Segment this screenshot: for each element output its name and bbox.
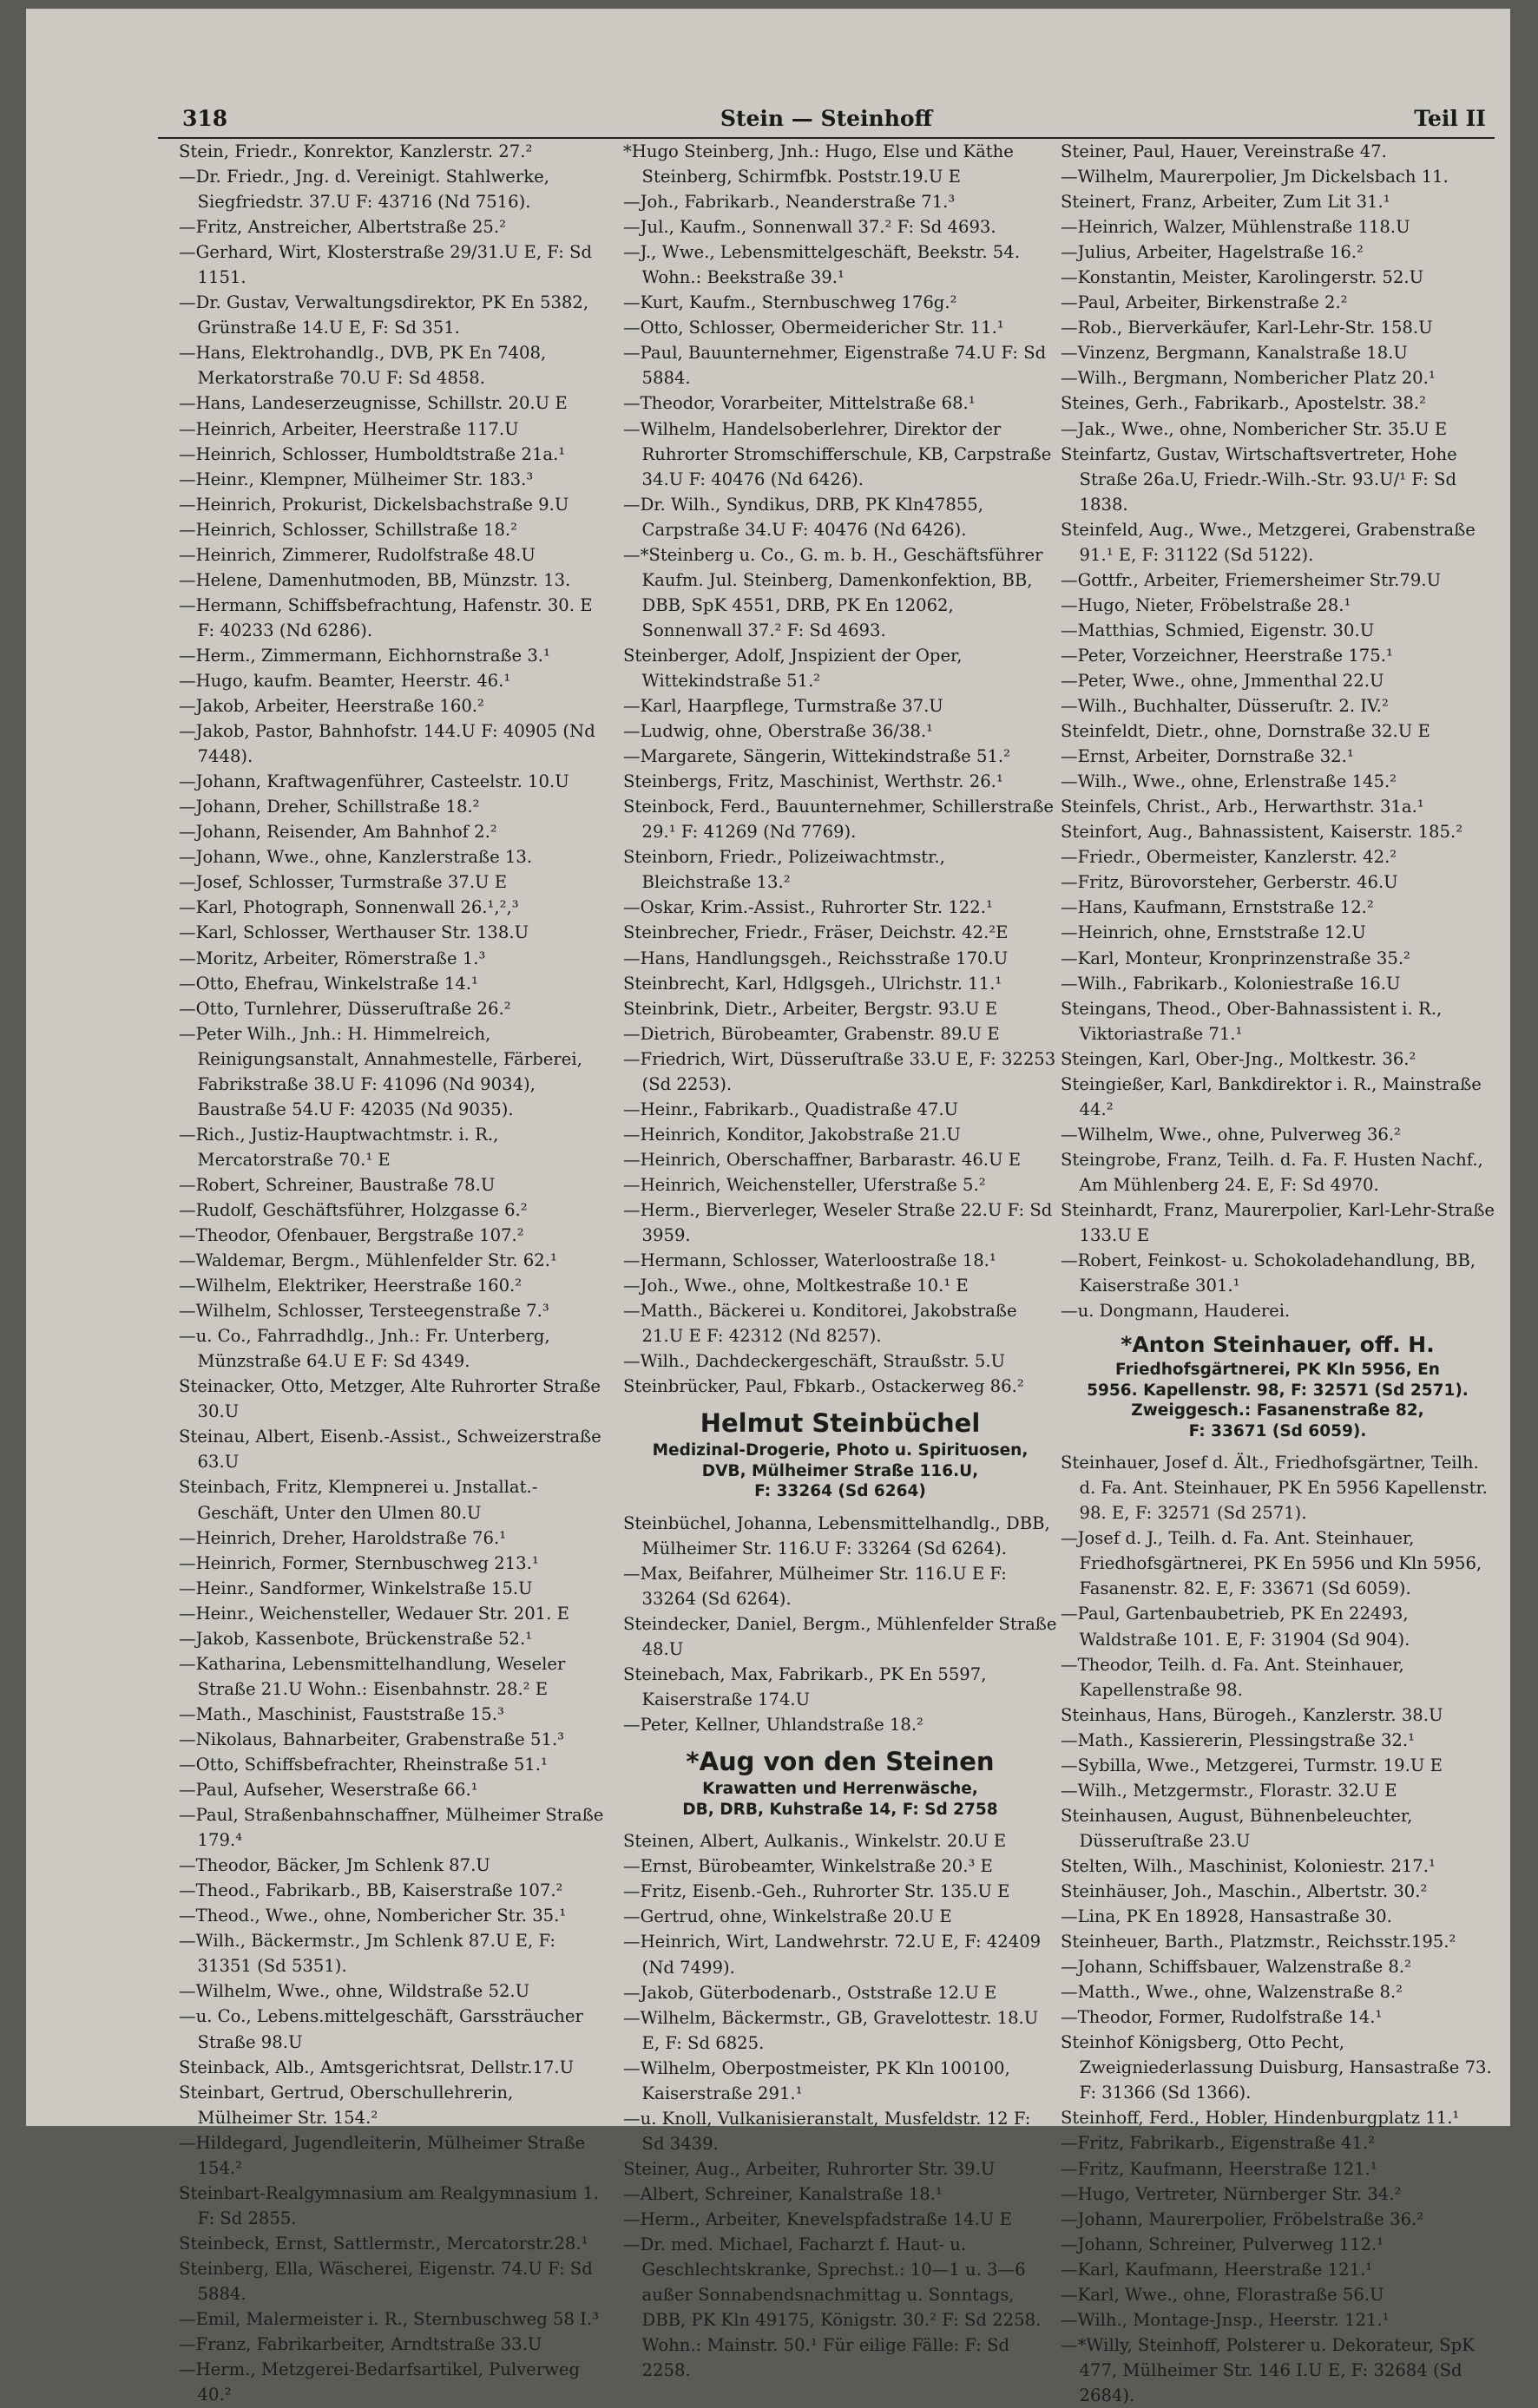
directory-entry: —Heinrich, Former, Sternbuschweg 213.¹ bbox=[179, 1552, 539, 1573]
directory-entry: —Joh., Wwe., ohne, Moltkestraße 10.¹ E bbox=[623, 1276, 969, 1296]
directory-entry: —Wilh., Wwe., ohne, Erlenstraße 145.² bbox=[1061, 771, 1397, 792]
directory-entry: —Moritz, Arbeiter, Römerstraße 1.³ bbox=[179, 948, 486, 968]
directory-entry: Steinberg, Ella, Wäscherei, Eigenstr. 74.U F: Sd 5884. bbox=[179, 2258, 593, 2304]
directory-entry: —Peter, Vorzeichner, Heerstraße 175.¹ bbox=[1061, 645, 1393, 666]
directory-entry: —u. Dongmann, Hauderei. bbox=[1061, 1301, 1291, 1322]
directory-entry: —Ernst, Bürobeamter, Winkelstraße 20.³ E bbox=[623, 1856, 993, 1877]
directory-entry: Steinfartz, Gustav, Wirtschaftsvertreter, Hohe Straße 26a.U, Friedr.-Wilh.-Str. 93.U/¹ F: Sd 1838. bbox=[1061, 443, 1457, 515]
directory-entry: —Heinrich, Walzer, Mühlenstraße 118.U bbox=[1061, 217, 1410, 238]
directory-entry: —Paul, Bauunternehmer, Eigenstraße 74.U F: Sd 5884. bbox=[623, 343, 1047, 389]
directory-entry: —Peter, Wwe., ohne, Jmmenthal 22.U bbox=[1061, 670, 1384, 691]
directory-entry: —Johann, Schreiner, Pulverweg 112.¹ bbox=[1061, 2234, 1384, 2254]
directory-entry: Steingans, Theod., Ober-Bahnassistent i. R., Viktoriastraße 71.¹ bbox=[1061, 998, 1443, 1044]
directory-entry: —Heinrich, Schlosser, Humboldtstraße 21a.¹ bbox=[179, 443, 566, 464]
directory-entry: —Franz, Fabrikarbeiter, Arndtstraße 33.U bbox=[179, 2334, 542, 2355]
directory-entry: —Hildegard, Jugendleiterin, Mülheimer Straße 154.² bbox=[179, 2132, 586, 2178]
ad-line: DVB, Mülheimer Straße 116.U, bbox=[701, 1461, 979, 1480]
directory-entry: Steinbrink, Dietr., Arbeiter, Bergstr. 93.U E bbox=[623, 998, 998, 1019]
directory-entry: —Hans, Elektrohandlg., DVB, PK En 7408, Merkatorstraße 70.U F: Sd 4858. bbox=[179, 343, 547, 389]
ad-name: Helmut Steinbüchel bbox=[700, 1408, 981, 1439]
directory-entry: —Joh., Fabrikarb., Neanderstraße 71.³ bbox=[623, 192, 956, 213]
directory-entry: Steinhoff, Ferd., Hobler, Hindenburgplatz 11.¹ bbox=[1061, 2108, 1460, 2129]
directory-entry: Steiner, Aug., Arbeiter, Ruhrorter Str. 39.U bbox=[623, 2158, 996, 2179]
directory-entry: —Karl, Haarpflege, Turmstraße 37.U bbox=[623, 696, 943, 717]
column-2-entries-c bbox=[623, 1828, 1057, 2383]
directory-entry: —*Steinberg u. Co., G. m. b. H., Geschäftsführer Kaufm. Jul. Steinberg, Damenkonfektion, BB, DBB, SpK 4551, DRB, PK En 12062, Sonnenwall 37.² F: Sd 4693. bbox=[623, 544, 1043, 640]
directory-entry: —Matthias, Schmied, Eigenstr. 30.U bbox=[1061, 620, 1375, 640]
directory-entry: —Math., Maschinist, Fauststraße 15.³ bbox=[179, 1703, 504, 1724]
directory-entry: —Johann, Wwe., ohne, Kanzlerstraße 13. bbox=[179, 847, 533, 868]
directory-entry: —Fritz, Kaufmann, Heerstraße 121.¹ bbox=[1061, 2158, 1377, 2179]
directory-entry: —Wilh., Fabrikarb., Koloniestraße 16.U bbox=[1061, 973, 1401, 994]
directory-entry: —Peter Wilh., Jnh.: H. Himmelreich, Reinigungsanstalt, Annahmestelle, Färberei, Fabrikstraße 38.U F: 41096 (Nd 9034), Baustraße 54.U F: 42035 (Nd 9035). bbox=[179, 1023, 582, 1119]
directory-entry: —Hermann, Schlosser, Waterloostraße 18.¹ bbox=[623, 1250, 996, 1271]
directory-entry: —Heinrich, Konditor, Jakobstraße 21.U bbox=[623, 1124, 961, 1145]
directory-entry: —Heinrich, Schlosser, Schillstraße 18.² bbox=[179, 519, 518, 540]
directory-entry: Steinhof Königsberg, Otto Pecht, Zweigniederlassung Duisburg, Hansastraße 73. F: 31366 (Sd 1366). bbox=[1061, 2032, 1492, 2103]
directory-entry: —Wilhelm, Maurerpolier, Jm Dickelsbach 11. bbox=[1061, 167, 1449, 187]
ad-line: F: 33264 (Sd 6264) bbox=[754, 1482, 926, 1501]
directory-entry: —Theodor, Ofenbauer, Bergstraße 107.² bbox=[179, 1225, 524, 1246]
directory-entry: —Paul, Straßenbahnschaffner, Mülheimer Straße 179.⁴ bbox=[179, 1805, 604, 1851]
directory-entry: —Wilhelm, Handelsoberlehrer, Direktor der Ruhrorter Stromschifferschule, KB, Carpstraße 34.U F: 40476 (Nd 6426). bbox=[623, 418, 1052, 489]
directory-entry: —Theod., Wwe., ohne, Nombericher Str. 35.¹ bbox=[179, 1906, 567, 1926]
directory-entry: —Gerhard, Wirt, Klosterstraße 29/31.U E, F: Sd 1151. bbox=[179, 242, 592, 288]
directory-entry: —Waldemar, Bergm., Mühlenfelder Str. 62.¹ bbox=[179, 1250, 557, 1271]
directory-entry: —Gertrud, ohne, Winkelstraße 20.U E bbox=[623, 1906, 952, 1927]
directory-entry: —Johann, Maurerpolier, Fröbelstraße 36.² bbox=[1061, 2208, 1424, 2229]
directory-entry: —Josef, Schlosser, Turmstraße 37.U E bbox=[179, 872, 508, 893]
directory-entry: Steinbart-Realgymnasium am Realgymnasium 1. F: Sd 2855. bbox=[179, 2182, 600, 2228]
directory-entry: Steinen, Albert, Aulkanis., Winkelstr. 20.U E bbox=[623, 1831, 1007, 1852]
ad-name: *Anton Steinhauer, off. H. bbox=[1121, 1332, 1435, 1358]
directory-entry: —Jakob, Pastor, Bahnhofstr. 144.U F: 40905 (Nd 7448). bbox=[179, 721, 595, 767]
directory-entry: —Theodor, Former, Rudolfstraße 14.¹ bbox=[1061, 2007, 1383, 2028]
directory-entry: —Wilhelm, Bäckermstr., GB, Gravelottestr. 18.U E, F: Sd 6825. bbox=[623, 2007, 1039, 2053]
directory-entry: —Hans, Handlungsgeh., Reichsstraße 170.U bbox=[623, 948, 1009, 968]
directory-entry: —Theodor, Teilh. d. Fa. Ant. Steinhauer, Kapellenstraße 98. bbox=[1061, 1654, 1404, 1700]
ad-line: Krawatten und Herrenwäsche, bbox=[702, 1780, 978, 1799]
directory-entry: —Robert, Feinkost- u. Schokoladehandlung, BB, Kaiserstraße 301.¹ bbox=[1061, 1250, 1476, 1296]
directory-entry: —Wilh., Bäckermstr., Jm Schlenk 87.U E, F: 31351 (Sd 5351). bbox=[179, 1931, 555, 1977]
directory-entry: —Rudolf, Geschäftsführer, Holzgasse 6.² bbox=[179, 1199, 528, 1220]
directory-entry: —Theodor, Vorarbeiter, Mittelstraße 68.¹ bbox=[623, 393, 976, 414]
directory-entry: —Friedr., Obermeister, Kanzlerstr. 42.² bbox=[1061, 847, 1397, 868]
directory-entry: —Wilhelm, Wwe., ohne, Pulverweg 36.² bbox=[1061, 1124, 1401, 1145]
directory-entry: Steinberger, Adolf, Jnspizient der Oper, Wittekindstraße 51.² bbox=[623, 645, 963, 691]
directory-entry: Steinbach, Fritz, Klempnerei u. Jnstallat.-Geschäft, Unter den Ulmen 80.U bbox=[179, 1477, 538, 1523]
advertisement-steinbuechel bbox=[623, 1406, 1057, 1502]
directory-entry: —Lina, PK En 18928, Hansastraße 30. bbox=[1061, 1906, 1392, 1927]
directory-entry: —Herm., Arbeiter, Knevelspfadstraße 14.U E bbox=[623, 2208, 1012, 2229]
directory-entry: Steinback, Alb., Amtsgerichtsrat, Dellstr.17.U bbox=[179, 2057, 575, 2077]
directory-entry: —Gottfr., Arbeiter, Friemersheimer Str.79.U bbox=[1061, 569, 1442, 590]
directory-entry: —Heinr., Fabrikarb., Quadistraße 47.U bbox=[623, 1099, 959, 1119]
part-label: Teil II bbox=[1414, 106, 1486, 131]
directory-entry: —Max, Beifahrer, Mülheimer Str. 116.U E F: 33264 (Sd 6264). bbox=[623, 1563, 1007, 1609]
directory-entry: —J., Wwe., Lebensmittelgeschäft, Beekstr. 54. Wohn.: Beekstraße 39.¹ bbox=[623, 242, 1020, 288]
ad-line: DB, DRB, Kuhstraße 14, F: Sd 2758 bbox=[682, 1800, 998, 1819]
column-3 bbox=[1061, 139, 1495, 2405]
directory-entry: Steinhauer, Josef d. Ält., Friedhofsgärtner, Teilh. d. Fa. Ant. Steinhauer, PK En 5956 Kapellenstr. 98. E, F: 32571 (Sd 2571). bbox=[1061, 1453, 1488, 1524]
directory-entry: —Emil, Malermeister i. R., Sternbuschweg 58 I.³ bbox=[179, 2309, 599, 2330]
directory-entry: Steiner, Paul, Hauer, Vereinstraße 47. bbox=[1061, 141, 1387, 161]
directory-entry: —Oskar, Krim.-Assist., Ruhrorter Str. 122.¹ bbox=[623, 897, 993, 918]
ad-name: *Aug von den Steinen bbox=[686, 1747, 995, 1777]
directory-entry: —Heinrich, Arbeiter, Heerstraße 117.U bbox=[179, 418, 519, 439]
directory-entry: —Dr. Wilh., Syndikus, DRB, PK Kln47855, Carpstraße 34.U F: 40476 (Nd 6426). bbox=[623, 494, 983, 540]
directory-entry: —Jakob, Güterbodenarb., Oststraße 12.U E bbox=[623, 1982, 997, 2003]
directory-entry: —Heinr., Klempner, Mülheimer Str. 183.³ bbox=[179, 469, 534, 489]
directory-entry: —Otto, Ehefrau, Winkelstraße 14.¹ bbox=[179, 973, 478, 994]
directory-entry: Steinebach, Max, Fabrikarb., PK En 5597, Kaiserstraße 174.U bbox=[623, 1664, 987, 1710]
directory-entry: —Jul., Kaufm., Sonnenwall 37.² F: Sd 4693. bbox=[623, 217, 996, 238]
directory-entry: —Wilh., Bergmann, Nombericher Platz 20.¹ bbox=[1061, 368, 1436, 389]
directory-entry: Steinfeld, Aug., Wwe., Metzgerei, Grabenstraße 91.¹ E, F: 31122 (Sd 5122). bbox=[1061, 519, 1476, 565]
directory-entry: —Vinzenz, Bergmann, Kanalstraße 18.U bbox=[1061, 343, 1408, 364]
directory-entry: —Josef d. J., Teilh. d. Fa. Ant. Steinhauer, Friedhofsgärtnerei, PK En 5956 und Kln 5956, Fasanenstr. 82. E, F: 33671 (Sd 6059). bbox=[1061, 1528, 1482, 1599]
ad-line: Friedhofsgärtnerei, PK Kln 5956, En bbox=[1115, 1361, 1440, 1380]
directory-entry: —u. Knoll, Vulkanisieranstalt, Musfeldstr. 12 F: Sd 3439. bbox=[623, 2108, 1031, 2154]
directory-entry: —Paul, Aufseher, Weserstraße 66.¹ bbox=[179, 1780, 478, 1801]
ad-line: Medizinal-Drogerie, Photo u. Spirituosen, bbox=[652, 1441, 1029, 1460]
directory-entry: Stelten, Wilh., Maschinist, Koloniestr. 217.¹ bbox=[1061, 1855, 1436, 1876]
directory-entry: —Heinr., Sandformer, Winkelstraße 15.U bbox=[179, 1578, 533, 1598]
directory-entry: —Fritz, Fabrikarb., Eigenstraße 41.² bbox=[1061, 2133, 1375, 2154]
directory-entry: Steinheuer, Barth., Platzmstr., Reichsstr.195.² bbox=[1061, 1932, 1456, 1952]
directory-entry: —Otto, Schlosser, Obermeidericher Str. 11.¹ bbox=[623, 318, 1004, 338]
directory-entry: —Wilh., Buchhalter, Düsseruſtr. 2. IV.² bbox=[1061, 696, 1389, 717]
directory-entry: Steingießer, Karl, Bankdirektor i. R., Mainstraße 44.² bbox=[1061, 1073, 1482, 1119]
directory-entry: —Theod., Fabrikarb., BB, Kaiserstraße 107.² bbox=[179, 1880, 563, 1901]
directory-entry: —Heinrich, Zimmerer, Rudolfstraße 48.U bbox=[179, 544, 536, 565]
directory-page bbox=[26, 9, 1510, 2405]
directory-entry: —Heinrich, Dreher, Haroldstraße 76.¹ bbox=[179, 1527, 507, 1548]
directory-entry: —Helene, Damenhutmoden, BB, Münzstr. 13. bbox=[179, 569, 571, 590]
directory-entry: —Wilh., Montage-Jnsp., Heerstr. 121.¹ bbox=[1061, 2309, 1390, 2330]
advertisement-steinhauer bbox=[1061, 1330, 1495, 1441]
directory-entry: —Hugo, kaufm. Beamter, Heerstr. 46.¹ bbox=[179, 670, 511, 691]
directory-entry: Steinbüchel, Johanna, Lebensmittelhandlg., DBB, Mülheimer Str. 116.U F: 33264 (Sd 6264). bbox=[623, 1512, 1050, 1558]
directory-entry: —Otto, Turnlehrer, Düsseruſtraße 26.² bbox=[179, 998, 511, 1019]
directory-entry: Steinhausen, August, Bühnenbeleuchter, Düsseruſtraße 23.U bbox=[1061, 1805, 1413, 1851]
directory-entry: Steinert, Franz, Arbeiter, Zum Lit 31.¹ bbox=[1061, 192, 1390, 213]
directory-entry: —Friedrich, Wirt, Düsseruſtraße 33.U E, F: 32253 (Sd 2253). bbox=[623, 1048, 1056, 1094]
directory-entry: Steinfels, Christ., Arb., Herwarthstr. 31a.¹ bbox=[1061, 797, 1424, 817]
directory-entry: —Johann, Reisender, Am Bahnhof 2.² bbox=[179, 822, 497, 843]
directory-entry: Steines, Gerh., Fabrikarb., Apostelstr. 38.² bbox=[1061, 393, 1426, 414]
directory-entry: Steinhardt, Franz, Maurerpolier, Karl-Lehr-Straße 133.U E bbox=[1061, 1199, 1495, 1246]
directory-entry: Steinbrecher, Friedr., Fräser, Deichstr. 42.²E bbox=[623, 922, 1009, 943]
directory-entry: —Heinrich, ohne, Ernststraße 12.U bbox=[1061, 922, 1366, 943]
column-1-entries bbox=[179, 139, 613, 2407]
directory-entry: Steinfeldt, Dietr., ohne, Dornstraße 32.U E bbox=[1061, 721, 1430, 742]
directory-entry: —Wilhelm, Elektriker, Heerstraße 160.² bbox=[179, 1276, 523, 1296]
directory-entry: —Herm., Bierverleger, Weseler Straße 22.U F: Sd 3959. bbox=[623, 1199, 1053, 1246]
directory-entry: —Wilh., Dachdeckergeschäft, Straußstr. 5.U bbox=[623, 1351, 1006, 1372]
ad-line: F: 33671 (Sd 6059). bbox=[1188, 1421, 1367, 1440]
directory-entry: Steinbock, Ferd., Bauunternehmer, Schillerstraße 29.¹ F: 41269 (Nd 7769). bbox=[623, 797, 1055, 843]
directory-entry: —Wilh., Metzgermstr., Florastr. 32.U E bbox=[1061, 1780, 1397, 1801]
directory-entry: —Ernst, Arbeiter, Dornstraße 32.¹ bbox=[1061, 746, 1354, 767]
directory-entry: —Wilhelm, Oberpostmeister, PK Kln 100100, Kaiserstraße 291.¹ bbox=[623, 2057, 1010, 2103]
directory-entry: —Rich., Justiz-Hauptwachtmstr. i. R., Mercatorstraße 70.¹ E bbox=[179, 1124, 499, 1170]
directory-entry: —Herm., Metzgerei-Bedarfsartikel, Pulverweg 40.² bbox=[179, 2359, 581, 2405]
directory-entry: —Robert, Schreiner, Baustraße 78.U bbox=[179, 1174, 496, 1195]
directory-entry: Steinbrecht, Karl, Hdlgsgeh., Ulrichstr. 11.¹ bbox=[623, 973, 1002, 994]
directory-entry: —Dr. Gustav, Verwaltungsdirektor, PK En 5382, Grünstraße 14.U E, F: Sd 351. bbox=[179, 292, 589, 338]
directory-entry: Steinfort, Aug., Bahnassistent, Kaiserstr. 185.² bbox=[1061, 822, 1463, 843]
directory-entry: —Herm., Zimmermann, Eichhornstraße 3.¹ bbox=[179, 645, 550, 666]
directory-entry: —Otto, Schiffsbefrachter, Rheinstraße 51.¹ bbox=[179, 1755, 548, 1775]
directory-entry: —Konstantin, Meister, Karolingerstr. 52.U bbox=[1061, 267, 1424, 288]
directory-entry: —Dr. Friedr., Jng. d. Vereinigt. Stahlwerke, Siegfriedstr. 37.U F: 43716 (Nd 7516). bbox=[179, 167, 549, 213]
directory-entry: —Paul, Gartenbaubetrieb, PK En 22493, Waldstraße 101. E, F: 31904 (Sd 904). bbox=[1061, 1604, 1410, 1650]
directory-entry: —Peter, Kellner, Uhlandstraße 18.² bbox=[623, 1715, 923, 1735]
directory-entry: —Heinrich, Weichensteller, Uferstraße 5.² bbox=[623, 1174, 986, 1195]
directory-entry: —Sybilla, Wwe., Metzgerei, Turmstr. 19.U E bbox=[1061, 1755, 1443, 1775]
directory-entry: —Fritz, Eisenb.-Geh., Ruhrorter Str. 135.U E bbox=[623, 1881, 1010, 1902]
column-3-entries-a bbox=[1061, 139, 1495, 1323]
directory-entry: Stein, Friedr., Konrektor, Kanzlerstr. 27.² bbox=[179, 141, 533, 161]
column-3-entries-b bbox=[1061, 1450, 1495, 2408]
directory-entry: —Wilhelm, Wwe., ohne, Wildstraße 52.U bbox=[179, 1981, 530, 2002]
directory-entry: —Fritz, Bürovorsteher, Gerberstr. 46.U bbox=[1061, 872, 1398, 893]
directory-entry: —Karl, Kaufmann, Heerstraße 121.¹ bbox=[1061, 2259, 1373, 2280]
directory-entry: —Hans, Landeserzeugnisse, Schillstr. 20.U E bbox=[179, 393, 568, 414]
page-title: Stein — Steinhoff bbox=[720, 106, 933, 131]
directory-entry: Steinau, Albert, Eisenb.-Assist., Schweizerstraße 63.U bbox=[179, 1427, 601, 1473]
page-header bbox=[158, 102, 1495, 139]
directory-entry: —Hermann, Schiffsbefrachtung, Hafenstr. 30. E F: 40233 (Nd 6286). bbox=[179, 594, 593, 640]
directory-entry: —Heinr., Weichensteller, Wedauer Str. 201. E bbox=[179, 1603, 569, 1624]
directory-entry: —Jakob, Kassenbote, Brückenstraße 52.¹ bbox=[179, 1628, 533, 1649]
directory-entry: —Ludwig, ohne, Oberstraße 36/38.¹ bbox=[623, 721, 933, 742]
directory-entry: —Rob., Bierverkäufer, Karl-Lehr-Str. 158.U bbox=[1061, 318, 1433, 338]
directory-entry: —Nikolaus, Bahnarbeiter, Grabenstraße 51.³ bbox=[179, 1729, 565, 1749]
directory-entry: Steinborn, Friedr., Polizeiwachtmstr., Bleichstraße 13.² bbox=[623, 847, 945, 893]
directory-entry: *Hugo Steinberg, Jnh.: Hugo, Else und Käthe Steinberg, Schirmfbk. Poststr.19.U E bbox=[623, 141, 1014, 187]
column-1 bbox=[179, 139, 613, 2405]
directory-entry: —Jakob, Arbeiter, Heerstraße 160.² bbox=[179, 696, 484, 717]
directory-entry: —Johann, Schiffsbauer, Walzenstraße 8.² bbox=[1061, 1957, 1411, 1978]
directory-entry: Steinbrücker, Paul, Fbkarb., Ostackerweg 86.² bbox=[623, 1376, 1024, 1397]
directory-entry: —Heinrich, Oberschaffner, Barbarastr. 46.U E bbox=[623, 1149, 1022, 1170]
directory-entry: —u. Co., Lebens.mittelgeschäft, Garssträucher Straße 98.U bbox=[179, 2006, 583, 2052]
directory-entry: Steinhäuser, Joh., Maschin., Albertstr. 30.² bbox=[1061, 1881, 1428, 1901]
directory-entry: —Hugo, Nieter, Fröbelstraße 28.¹ bbox=[1061, 594, 1351, 615]
directory-entry: Steinhaus, Hans, Bürogeh., Kanzlerstr. 38.U bbox=[1061, 1704, 1443, 1725]
directory-entry: —Math., Kassiererin, Plessingstraße 32.¹ bbox=[1061, 1729, 1415, 1750]
ad-line: 5956. Kapellenstr. 98, F: 32571 (Sd 2571). bbox=[1087, 1381, 1469, 1400]
directory-entry: —Fritz, Anstreicher, Albertstraße 25.² bbox=[179, 217, 506, 238]
directory-entry: —Johann, Kraftwagenführer, Casteelstr. 10.U bbox=[179, 771, 569, 792]
column-2-entries-a bbox=[623, 139, 1057, 1399]
directory-entry: —Wilhelm, Schlosser, Tersteegenstraße 7.³ bbox=[179, 1301, 549, 1322]
column-2 bbox=[623, 139, 1057, 2381]
directory-entry: —Karl, Photograph, Sonnenwall 26.¹,²,³ bbox=[179, 897, 519, 918]
directory-entry: —Matth., Wwe., ohne, Walzenstraße 8.² bbox=[1061, 1982, 1403, 2003]
directory-entry: —Theodor, Bäcker, Jm Schlenk 87.U bbox=[179, 1855, 490, 1876]
directory-entry: —Julius, Arbeiter, Hagelstraße 16.² bbox=[1061, 242, 1364, 263]
directory-entry: —Johann, Dreher, Schillstraße 18.² bbox=[179, 797, 480, 817]
directory-entry: —Katharina, Lebensmittelhandlung, Weseler Straße 21.U Wohn.: Eisenbahnstr. 28.² E bbox=[179, 1653, 566, 1699]
directory-entry: —Hugo, Vertreter, Nürnberger Str. 34.² bbox=[1061, 2183, 1402, 2204]
directory-entry: —Karl, Monteur, Kronprinzenstraße 35.² bbox=[1061, 948, 1410, 968]
directory-entry: —u. Co., Fahrradhdlg., Jnh.: Fr. Unterberg, Münzstraße 64.U E F: Sd 4349. bbox=[179, 1326, 550, 1372]
directory-entry: —Kurt, Kaufm., Sternbuschweg 176g.² bbox=[623, 292, 957, 313]
directory-entry: Steinbeck, Ernst, Sattlermstr., Mercatorstr.28.¹ bbox=[179, 2233, 588, 2254]
directory-entry: —Margarete, Sängerin, Wittekindstraße 51.² bbox=[623, 746, 1010, 767]
directory-entry: —Dr. med. Michael, Facharzt f. Haut- u. Geschlechtskranke, Sprechst.: 10—1 u. 3—6 außer Sonnabendsnachmittag u. Sonntags, DBB, PK Kln 49175, Königstr. 30.² F: Sd 2258. Wohn.: Mainstr. 50.¹ Für eilige Fälle: F: Sd 2258. bbox=[623, 2234, 1042, 2381]
directory-entry: Steingen, Karl, Ober-Jng., Moltkestr. 36.² bbox=[1061, 1048, 1416, 1069]
directory-entry: —*Willy, Steinhoff, Polsterer u. Dekorateur, SpK 477, Mülheimer Str. 146 I.U E, F: 32684 (Sd 2684). bbox=[1061, 2334, 1475, 2405]
directory-entry: —Dietrich, Bürobeamter, Grabenstr. 89.U E bbox=[623, 1023, 1000, 1044]
directory-entry: —Matth., Bäckerei u. Konditorei, Jakobstraße 21.U E F: 42312 (Nd 8257). bbox=[623, 1301, 1017, 1347]
page-number: 318 bbox=[182, 106, 228, 131]
directory-entry: —Albert, Schreiner, Kanalstraße 18.¹ bbox=[623, 2183, 943, 2204]
advertisement-von-den-steinen bbox=[623, 1744, 1057, 1820]
column-2-entries-b bbox=[623, 1511, 1057, 1737]
directory-entry: —Jak., Wwe., ohne, Nombericher Str. 35.U E bbox=[1061, 418, 1448, 439]
directory-entry: Steinacker, Otto, Metzger, Alte Ruhrorter Straße 30.U bbox=[179, 1376, 601, 1422]
directory-entry: —Karl, Schlosser, Werthauser Str. 138.U bbox=[179, 922, 529, 943]
ad-line: Zweiggesch.: Fasanenstraße 82, bbox=[1131, 1401, 1424, 1421]
directory-entry: Steindecker, Daniel, Bergm., Mühlenfelder Straße 48.U bbox=[623, 1614, 1057, 1660]
directory-entry: —Heinrich, Prokurist, Dickelsbachstraße 9.U bbox=[179, 494, 569, 515]
directory-entry: —Karl, Wwe., ohne, Florastraße 56.U bbox=[1061, 2284, 1384, 2305]
directory-entry: Steinbergs, Fritz, Maschinist, Werthstr. 26.¹ bbox=[623, 771, 1003, 792]
directory-entry: Steingrobe, Franz, Teilh. d. Fa. F. Husten Nachf., Am Mühlenberg 24. E, F: Sd 4970. bbox=[1061, 1149, 1483, 1195]
directory-entry: Steinbart, Gertrud, Oberschullehrerin, Mülheimer Str. 154.² bbox=[179, 2082, 514, 2128]
directory-entry: —Hans, Kaufmann, Ernststraße 12.² bbox=[1061, 897, 1374, 918]
directory-entry: —Heinrich, Wirt, Landwehrstr. 72.U E, F: 42409 (Nd 7499). bbox=[623, 1932, 1042, 1978]
directory-entry: —Paul, Arbeiter, Birkenstraße 2.² bbox=[1061, 292, 1348, 313]
